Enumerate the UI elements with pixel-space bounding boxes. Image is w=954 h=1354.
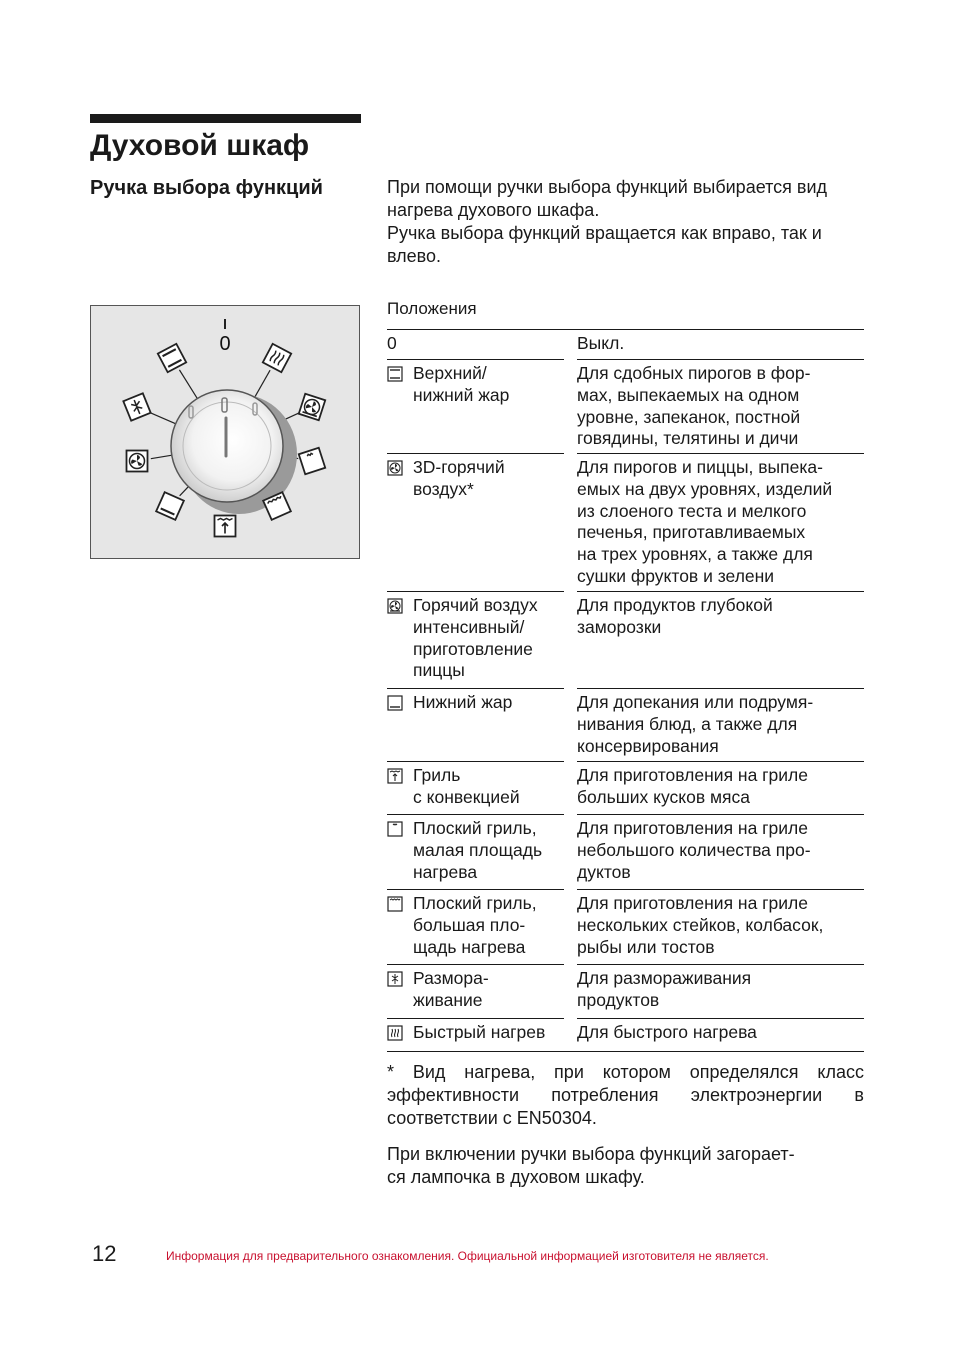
table-row [387, 359, 864, 453]
intro-line: Ручка выбора функций вращается как вправо, так и влево. [387, 223, 822, 266]
hot-air-intensive-icon [387, 598, 403, 614]
mode-name: Гриль с конвекцией [413, 765, 520, 807]
bottom-heat-icon [156, 492, 184, 520]
table-row [387, 688, 864, 761]
grill-convection-icon [387, 768, 403, 784]
mode-description: Для приготовления на гриле больших кусков мяса [577, 765, 808, 807]
mode-name: Размора- живание [413, 968, 489, 1010]
table-row [387, 964, 864, 1018]
table-row [387, 761, 864, 814]
title-rule [90, 114, 361, 123]
mode-name-cell [387, 688, 564, 761]
mode-description-cell [577, 814, 864, 889]
intro-text [387, 176, 867, 268]
mode-description: Для допекания или подрумя- нивания блюд, а также для консервирования [577, 692, 814, 756]
mode-name: Плоский гриль, большая пло- щадь нагрева [413, 893, 537, 957]
mode-description-cell [577, 889, 864, 964]
defrost-icon [387, 971, 403, 987]
mode-description: Для размораживания продуктов [577, 968, 752, 1010]
footnote: * Вид нагрева, при котором определялся класс эффективности потребления электроэнергии в соответствии с EN50304. [387, 1062, 864, 1128]
disclaimer: Информация для предварительного ознакомления. Официальной информацией изготовителя не является. [166, 1249, 769, 1263]
mode-description-cell [577, 1018, 864, 1051]
note: При включении ручки выбора функций загорает- ся лампочка в духовом шкафу. [387, 1144, 795, 1187]
bottom-heat-icon [387, 695, 403, 711]
mode-name: Верхний/ нижний жар [413, 363, 510, 405]
mode-description-cell [577, 591, 864, 688]
hot-air-intensive-icon [299, 394, 325, 420]
grill-small-icon [299, 448, 325, 474]
table-row [387, 814, 864, 889]
mode-name: Нижний жар [413, 692, 513, 712]
page-title: Духовой шкаф [90, 129, 310, 162]
dial-figure [90, 305, 360, 559]
mode-description: Для быстрого нагрева [577, 1022, 757, 1042]
positions-heading: Положения [387, 299, 477, 318]
table-row [387, 329, 864, 359]
dial-pointer-line [179, 370, 199, 402]
fast-heat-icon [263, 344, 291, 372]
table-row [387, 889, 864, 964]
top-bottom-heat-icon [387, 366, 403, 382]
mode-description: Для пирогов и пиццы, выпека- емых на двух уровнях, изделий из слоеного теста и мелкого печенья, приготавливаемых на трех уровнях, а также для сушки фруктов и зелени [577, 457, 833, 586]
mode-description: Для приготовления на гриле небольшого количества про- дуктов [577, 818, 811, 882]
mode-name: 3D-горячий воздух* [413, 457, 505, 499]
grill-large-icon [387, 896, 403, 912]
mode-name-cell [387, 964, 564, 1018]
hot-air-3d-icon [387, 460, 403, 476]
mode-name: Быстрый нагрев [413, 1022, 546, 1042]
mode-name-cell [387, 1018, 564, 1051]
defrost-icon [123, 393, 150, 420]
grill-small-icon [387, 821, 403, 837]
mode-name-cell [387, 814, 564, 889]
mode-description: Для сдобных пирогов в фор- мах, выпекаемых на одном уровне, запеканок, постной говядины, телятины и дичи [577, 363, 811, 449]
mode-name: Горячий воздух интенсивный/ приготовление пиццы [413, 595, 538, 681]
mode-description-cell [577, 761, 864, 814]
mode-name-cell [387, 359, 564, 453]
mode-name-cell [387, 329, 577, 359]
page-number: 12 [92, 1241, 117, 1266]
dial-zero-label: 0 [219, 333, 231, 355]
fast-heat-icon [387, 1025, 403, 1041]
mode-name-cell [387, 591, 564, 688]
table-row [387, 1018, 864, 1051]
table-row [387, 453, 864, 591]
dial-pointer-line [253, 370, 270, 401]
hot-air-3d-icon [127, 451, 148, 472]
mode-description-cell [577, 453, 864, 591]
mode-description: Для продуктов глубокой заморозки [577, 595, 773, 637]
dial-pointer-line [150, 413, 179, 426]
intro-line: При помощи ручки выбора функций выбирается вид нагрева духового шкафа. [387, 177, 828, 220]
mode-name-cell [387, 889, 564, 964]
top-bottom-heat-icon [158, 344, 186, 372]
table-bottom-rule [387, 1051, 864, 1052]
grill-convection-icon [215, 516, 236, 537]
mode-description-cell [577, 329, 864, 359]
table-row [387, 591, 864, 688]
mode-name: Плоский гриль, малая площадь нагрева [413, 818, 543, 882]
dial-diagram [91, 306, 361, 560]
section-title: Ручка выбора функций [90, 177, 323, 199]
mode-name-cell [387, 761, 564, 814]
mode-description: Для приготовления на гриле нескольких стейков, колбасок, рыбы или тостов [577, 893, 824, 957]
mode-description-cell [577, 688, 864, 761]
mode-description: Выкл. [577, 333, 625, 353]
mode-name: 0 [387, 333, 397, 353]
mode-description-cell [577, 359, 864, 453]
mode-description-cell [577, 964, 864, 1018]
modes-table [387, 329, 864, 1052]
mode-name-cell [387, 453, 564, 591]
